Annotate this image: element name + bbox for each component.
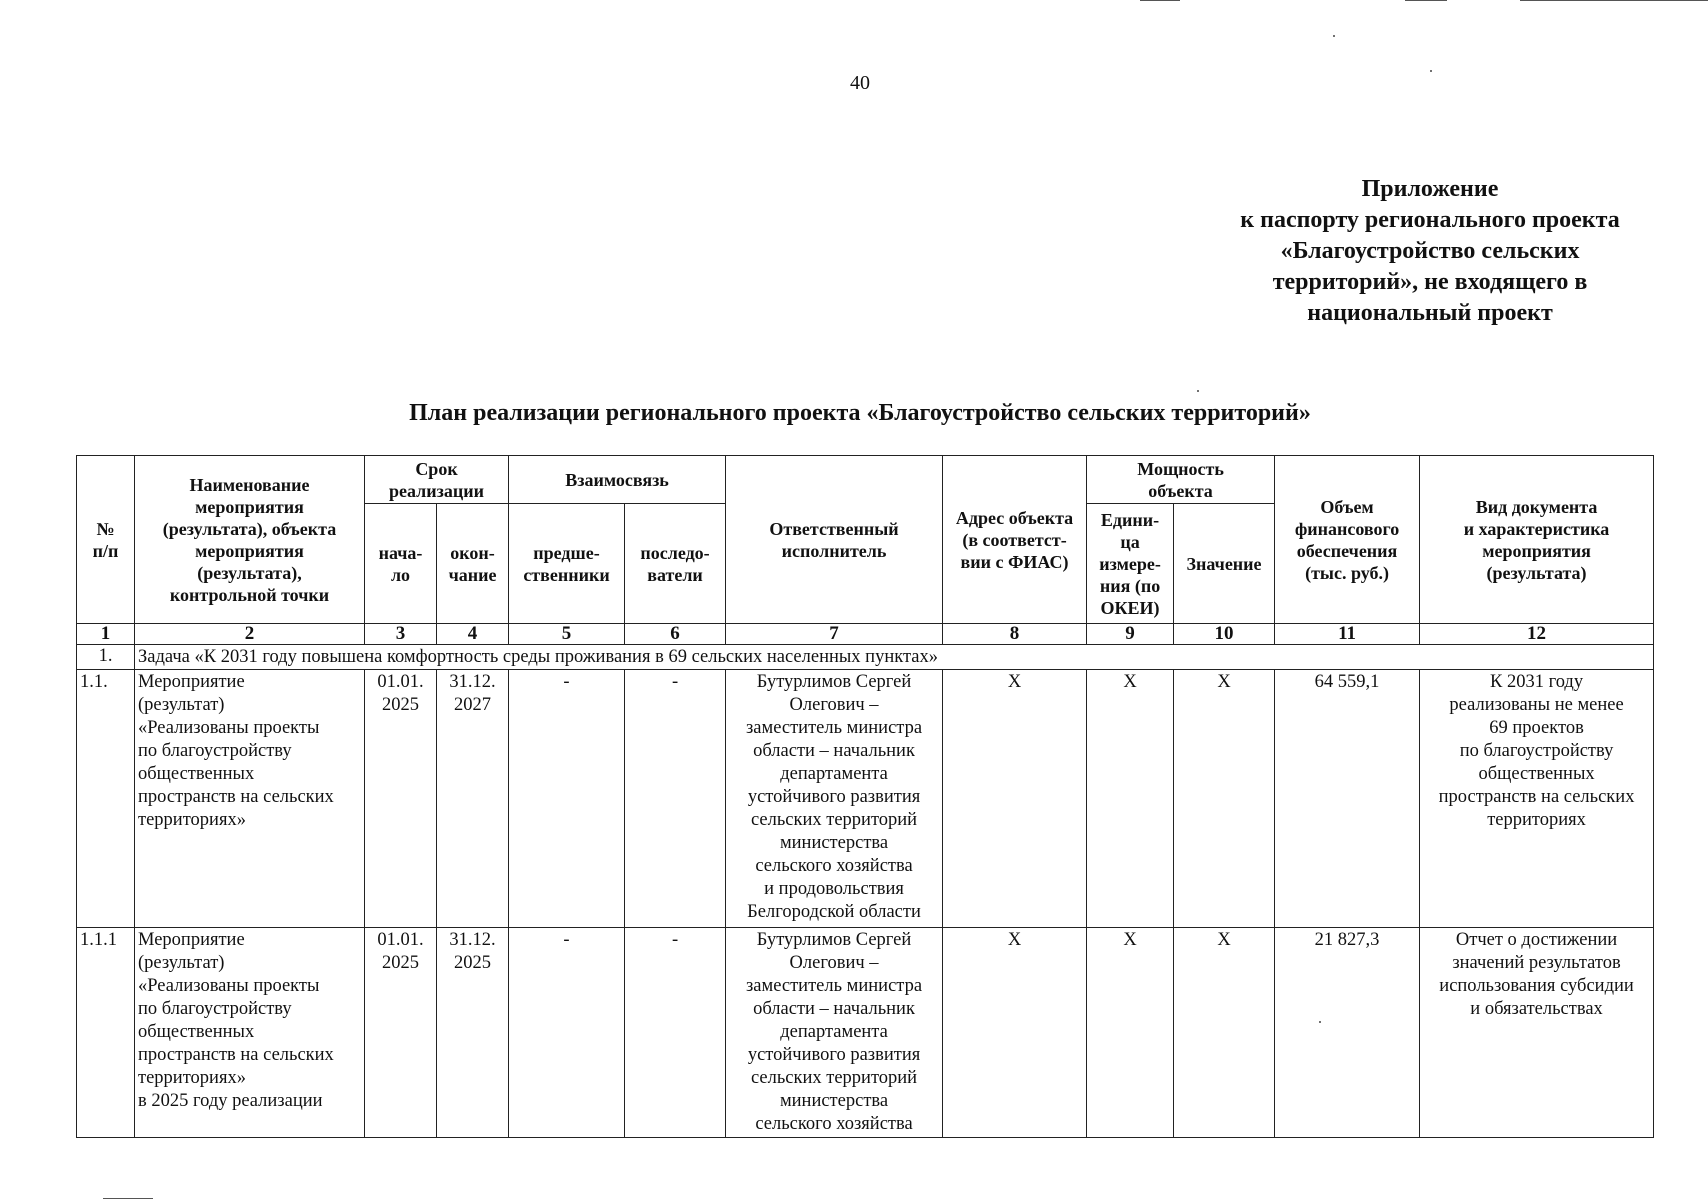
row-predecessors: - xyxy=(509,670,625,928)
scan-artifact xyxy=(1140,0,1180,1)
header-address: Адрес объекта (в соответст- вии с ФИАС) xyxy=(943,456,1087,624)
row-address: Х xyxy=(943,928,1087,1138)
scan-artifact xyxy=(1520,0,1708,1)
row-value: Х xyxy=(1174,670,1275,928)
row-successors: - xyxy=(625,670,726,928)
row-end: 31.12. 2027 xyxy=(437,670,509,928)
column-number: 10 xyxy=(1174,624,1275,645)
row-number: 1.1. xyxy=(77,670,135,928)
page-number: 40 xyxy=(850,72,870,94)
scan-artifact xyxy=(1333,35,1335,37)
row-funding: 64 559,1 xyxy=(1275,670,1420,928)
row-successors: - xyxy=(625,928,726,1138)
row-value: Х xyxy=(1174,928,1275,1138)
task-number: 1. xyxy=(77,645,135,670)
annex-line: к паспорту регионального проекта xyxy=(1240,207,1620,233)
column-number: 5 xyxy=(509,624,625,645)
row-funding: 21 827,3 xyxy=(1275,928,1420,1138)
annex-line: территорий», не входящего в xyxy=(1272,269,1588,295)
row-start: 01.01. 2025 xyxy=(365,670,437,928)
header-period: Срок реализации xyxy=(365,456,509,504)
row-name: Мероприятие (результат) «Реализованы проекты по благоустройству общественных пространств на сельских территориях» в 2025 году реализации xyxy=(135,928,365,1138)
column-number: 9 xyxy=(1087,624,1174,645)
row-executor: Бутурлимов Сергей Олегович – заместитель министра области – начальник департамента устойчивого развития сельских территорий министерства сельского хозяйства xyxy=(726,928,943,1138)
column-number: 6 xyxy=(625,624,726,645)
header-start: нача- ло xyxy=(365,504,437,624)
row-name: Мероприятие (результат) «Реализованы проекты по благоустройству общественных пространств на сельских территориях» xyxy=(135,670,365,928)
plan-table xyxy=(76,455,1654,1138)
column-number: 11 xyxy=(1275,624,1420,645)
annex-heading xyxy=(1210,174,1650,329)
column-number: 12 xyxy=(1420,624,1654,645)
header-end: окон- чание xyxy=(437,504,509,624)
row-number: 1.1.1 xyxy=(77,928,135,1138)
row-doc: Отчет о достижении значений результатов использования субсидии и обязательствах xyxy=(1420,928,1654,1138)
header-capacity: Мощность объекта xyxy=(1087,456,1275,504)
task-row xyxy=(77,645,1654,670)
header-successors: последо- ватели xyxy=(625,504,726,624)
table-row xyxy=(77,928,1654,1138)
header-predecessors: предше- ственники xyxy=(509,504,625,624)
column-number: 7 xyxy=(726,624,943,645)
header-funding: Объем финансового обеспечения (тыс. руб.) xyxy=(1275,456,1420,624)
header-num: № п/п xyxy=(77,456,135,624)
scan-artifact xyxy=(103,1198,153,1199)
row-start: 01.01. 2025 xyxy=(365,928,437,1138)
column-number: 2 xyxy=(135,624,365,645)
header-doc: Вид документа и характеристика мероприятия (результата) xyxy=(1420,456,1654,624)
column-number: 3 xyxy=(365,624,437,645)
row-end: 31.12. 2025 xyxy=(437,928,509,1138)
header-name: Наименование мероприятия (результата), объекта мероприятия (результата), контрольной точки xyxy=(135,456,365,624)
row-unit: Х xyxy=(1087,928,1174,1138)
header-link: Взаимосвязь xyxy=(509,456,726,504)
row-predecessors: - xyxy=(509,928,625,1138)
column-number: 8 xyxy=(943,624,1087,645)
row-doc: К 2031 году реализованы не менее 69 проектов по благоустройству общественных пространств на сельских территориях xyxy=(1420,670,1654,928)
task-text: Задача «К 2031 году повышена комфортность среды проживания в 69 сельских населенных пунктах» xyxy=(135,645,1654,670)
row-address: Х xyxy=(943,670,1087,928)
annex-line: Приложение xyxy=(1361,176,1499,202)
header-unit: Едини- ца измере- ния (по ОКЕИ) xyxy=(1087,504,1174,624)
annex-line: «Благоустройство сельских xyxy=(1280,238,1580,264)
annex-line: национальный проект xyxy=(1307,300,1553,326)
plan-title: План реализации регионального проекта «Благоустройство сельских территорий» xyxy=(409,400,1311,426)
column-number: 4 xyxy=(437,624,509,645)
scan-artifact xyxy=(1197,390,1199,392)
table-row xyxy=(77,670,1654,928)
header-value: Значение xyxy=(1174,504,1275,624)
row-executor: Бутурлимов Сергей Олегович – заместитель министра области – начальник департамента устойчивого развития сельских территорий министерства сельского хозяйства и продовольствия Белгородской области xyxy=(726,670,943,928)
header-executor: Ответственный исполнитель xyxy=(726,456,943,624)
column-number: 1 xyxy=(77,624,135,645)
row-unit: Х xyxy=(1087,670,1174,928)
scan-artifact xyxy=(1405,0,1447,1)
